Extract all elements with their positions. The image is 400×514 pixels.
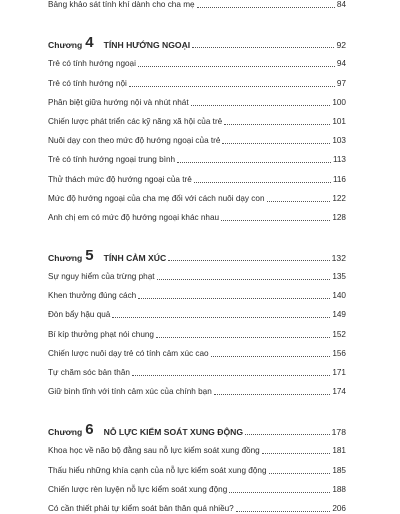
dot-leader (168, 260, 329, 261)
dot-leader (229, 492, 330, 493)
dot-leader (211, 356, 331, 357)
toc-entry[interactable] (48, 69, 346, 88)
dot-leader (221, 220, 330, 221)
toc-entry-page: 174 (332, 387, 346, 397)
toc-entry-title: Bảng khảo sát tính khí dành cho cha mẹ (48, 0, 195, 10)
toc-entry-page: 94 (336, 59, 346, 69)
toc-entry-title: Trẻ có tính hướng ngoại (48, 59, 136, 69)
dot-leader (222, 143, 330, 144)
toc-entry-title: Khen thưởng đúng cách (48, 291, 137, 301)
chapter-word: Chương (48, 252, 83, 263)
toc-entry-title: Thử thách mức độ hướng ngoại của trẻ (48, 174, 192, 184)
toc-entry-title: Giữ bình tĩnh với tính cảm xúc của chính bạn (48, 387, 212, 397)
dot-leader (192, 47, 334, 48)
dot-leader (269, 473, 331, 474)
dot-leader (267, 201, 331, 202)
chapter-heading[interactable] (48, 241, 346, 263)
toc-entry-page: 152 (332, 329, 346, 339)
toc-entry-page: 185 (332, 465, 346, 475)
toc-entry-page: 181 (332, 446, 346, 456)
dot-leader (197, 7, 335, 8)
toc-entry[interactable] (48, 359, 346, 378)
toc-entry-page: 84 (336, 0, 346, 10)
toc-entry-page: 188 (332, 484, 346, 494)
dot-leader (132, 375, 330, 376)
toc-entry-title: Sự nguy hiểm của trừng phạt (48, 272, 155, 282)
toc-entry-title: Đòn bẩy hậu quả (48, 310, 111, 320)
dot-leader (245, 434, 330, 435)
dot-leader (156, 337, 330, 338)
dot-leader (138, 298, 330, 299)
chapter-title: NỖ LỰC KIỂM SOÁT XUNG ĐỘNG (103, 427, 244, 438)
toc-entry-title: Chiến lược phát triển các kỹ năng xã hội của trẻ (48, 116, 223, 126)
toc-entry-title: Tự chăm sóc bản thân (48, 368, 130, 377)
toc-entry-page: 103 (332, 136, 346, 146)
toc-entry-title: Bí kíp thưởng phạt nói chung (48, 329, 154, 339)
toc-entry[interactable] (48, 50, 346, 69)
toc-entry[interactable] (48, 204, 346, 223)
toc-entry[interactable] (48, 476, 346, 495)
toc-entry-title: Thấu hiểu những khía cạnh của nỗ lực kiểm soát xung động (48, 465, 267, 475)
chapter-title: TÍNH CẢM XÚC (103, 252, 167, 263)
dot-leader (191, 105, 331, 106)
toc-entry-title: Chiến lược rèn luyện nỗ lực kiểm soát xung động (48, 484, 228, 494)
toc-entry[interactable] (48, 340, 346, 359)
chapter-word: Chương (48, 427, 83, 438)
toc-entry-page: 116 (332, 174, 346, 184)
toc-entry-page: 97 (336, 78, 346, 88)
toc-entry-page: 156 (332, 348, 346, 358)
toc-entry-page: 101 (332, 116, 346, 126)
toc-entry-title: Mức độ hướng ngoại của cha mẹ đối với cách nuôi dạy con (48, 193, 265, 203)
toc-entry-page: 135 (332, 272, 346, 282)
chapter-4-section (48, 28, 346, 223)
dot-leader (262, 453, 331, 454)
chapter-page: 132 (331, 252, 346, 263)
toc-entry-title: Phân biệt giữa hướng nội và nhút nhát (48, 97, 189, 107)
toc-entry[interactable] (48, 146, 346, 165)
dot-leader (194, 182, 331, 183)
table-of-contents (48, 0, 346, 514)
chapter-5-section (48, 241, 346, 397)
toc-entry[interactable] (48, 456, 346, 475)
dot-leader (129, 86, 335, 87)
toc-entry-page: 113 (332, 155, 346, 165)
toc-entry[interactable] (48, 185, 346, 204)
toc-entry-title: Trẻ có tính hướng nội (48, 78, 127, 88)
toc-entry[interactable] (48, 437, 346, 456)
chapter-heading[interactable] (48, 28, 346, 50)
dot-leader (236, 511, 331, 512)
toc-entry-title: Có cần thiết phải tự kiểm soát bản thân quá nhiều? (48, 503, 234, 513)
dot-leader (177, 162, 331, 163)
toc-entry-page: 100 (332, 97, 346, 107)
chapter-word: Chương (48, 40, 83, 51)
dot-leader (224, 124, 330, 125)
toc-entry-page: 171 (332, 368, 346, 377)
toc-entry[interactable] (48, 0, 346, 10)
chapter-page: 92 (336, 40, 346, 51)
chapter-heading[interactable] (48, 415, 346, 437)
toc-entry[interactable] (48, 89, 346, 108)
toc-entry-page: 122 (332, 193, 346, 203)
dot-leader (157, 279, 331, 280)
chapter-page: 178 (331, 427, 346, 438)
dot-leader (214, 394, 331, 395)
chapter-title: TÍNH HƯỚNG NGOẠI (103, 40, 191, 51)
toc-entry-page: 140 (332, 291, 346, 301)
toc-entry-page: 128 (332, 212, 346, 222)
toc-entry[interactable] (48, 127, 346, 146)
toc-entry-title: Chiến lược nuôi dạy trẻ có tính cảm xúc cao (48, 348, 209, 358)
chapter-number: 6 (85, 421, 94, 439)
toc-entry-page: 149 (332, 310, 346, 320)
toc-entry[interactable] (48, 301, 346, 320)
toc-entry-page: 206 (332, 503, 346, 513)
chapter-number: 4 (85, 34, 94, 52)
toc-entry-title: Trẻ có tính hướng ngoại trung bình (48, 155, 176, 165)
toc-entry[interactable] (48, 263, 346, 282)
chapter-number: 5 (85, 246, 94, 264)
toc-entry[interactable] (48, 165, 346, 184)
toc-entry-title: Anh chị em có mức độ hướng ngoại khác nhau (48, 212, 220, 222)
dot-leader (112, 317, 330, 318)
toc-entry[interactable] (48, 108, 346, 127)
chapter-6-section (48, 415, 346, 514)
toc-entry[interactable] (48, 282, 346, 301)
toc-entry-title: Khoa học về não bộ đằng sau nỗ lực kiểm soát xung đồng (48, 446, 260, 456)
toc-entry[interactable] (48, 378, 346, 397)
toc-entry[interactable] (48, 495, 346, 514)
dot-leader (138, 66, 335, 67)
toc-entry-title: Nuôi dạy con theo mức độ hướng ngoại của trẻ (48, 136, 221, 146)
toc-entry[interactable] (48, 320, 346, 339)
